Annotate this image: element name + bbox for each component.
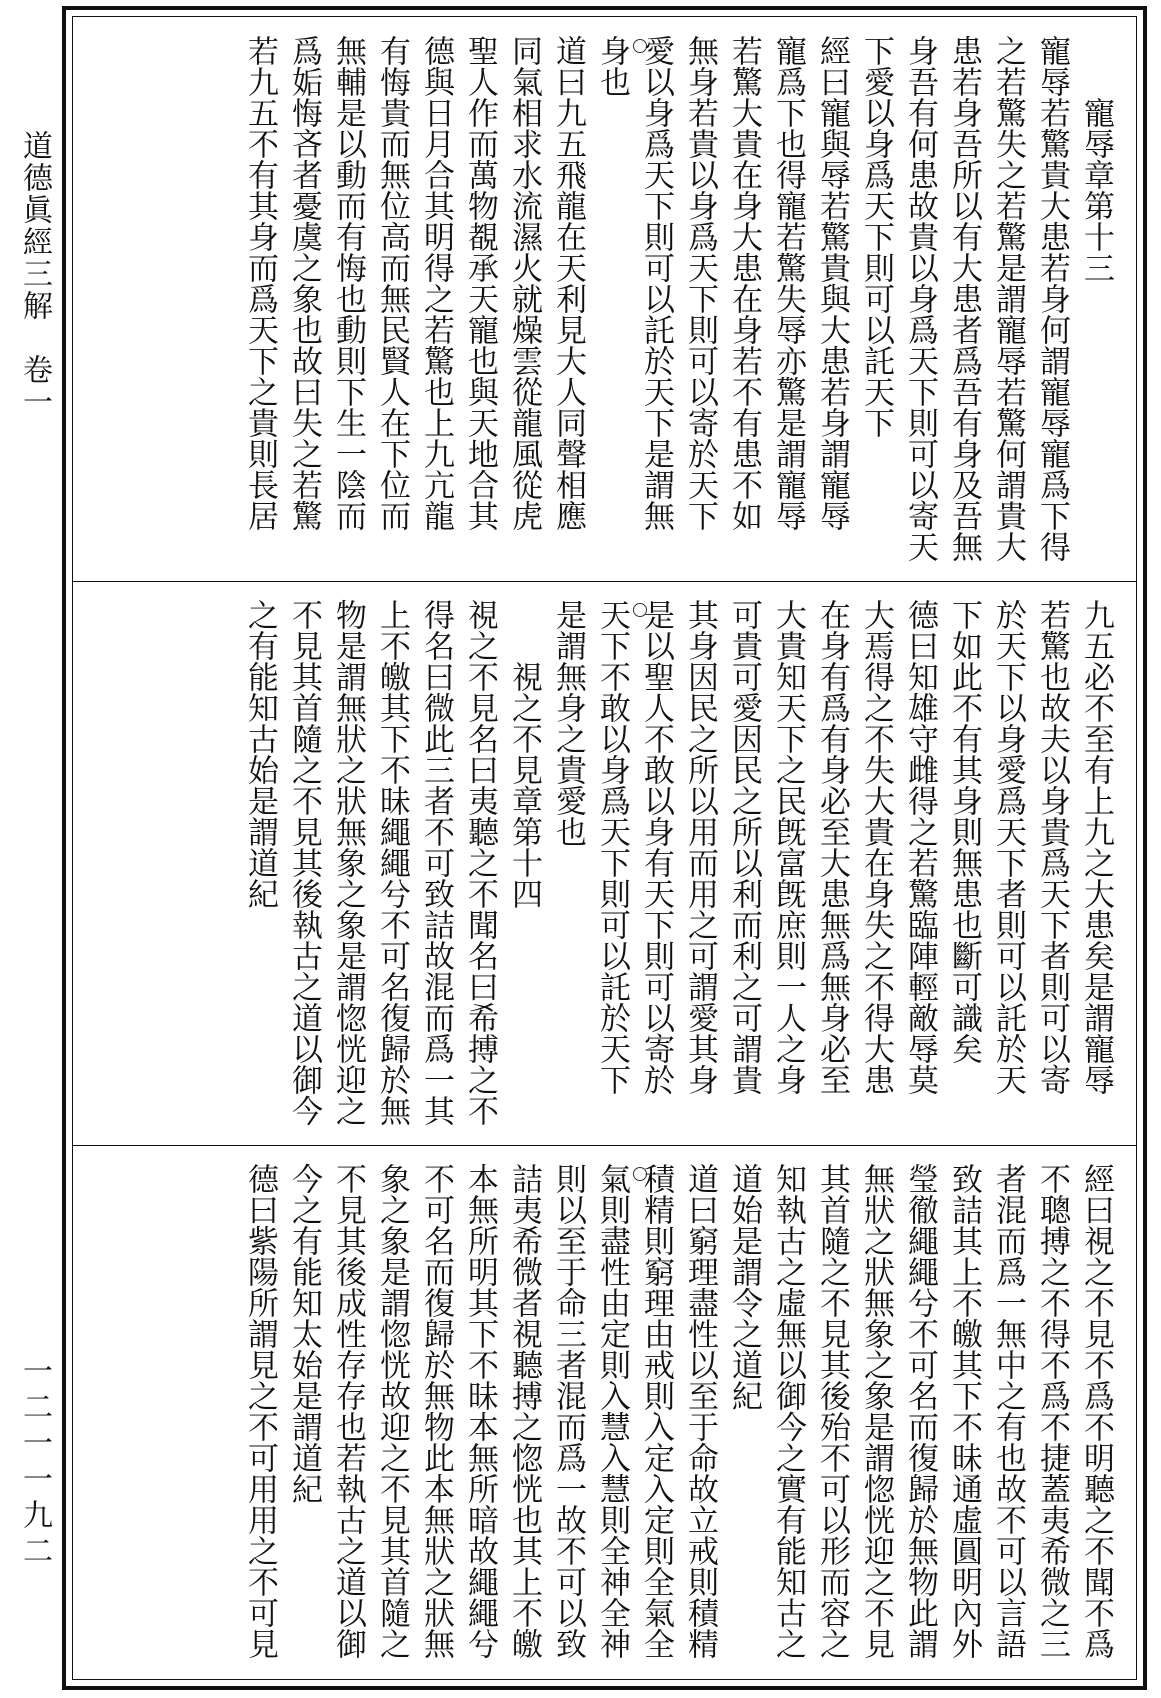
text-column: 寵爲下也得寵若驚失辱亦驚是謂寵辱: [770, 35, 806, 531]
text-column: 是以聖人不敢以身有天下則可以寄於: [638, 599, 674, 1095]
text-column: 同氣相求水流濕火就燥雲從龍風從虎: [506, 35, 542, 531]
text-column: 則以至于命三者混而爲一故不可以致: [550, 1163, 586, 1659]
text-column: 德與日月合其明得之若驚也上九亢龍: [418, 35, 454, 531]
text-column: 可貴可愛因民之所以利而利之可謂貴: [726, 599, 762, 1095]
text-column: 經曰視之不見不爲不明聽之不聞不爲: [1078, 1163, 1114, 1659]
text-columns-middle: [238, 599, 1118, 1135]
text-column: 經曰寵與辱若驚貴與大患若身謂寵辱: [814, 35, 850, 531]
text-column: 患若身吾所以有大患者爲吾有身及吾無: [946, 35, 982, 562]
text-column: 其身因民之所以用而用之可謂愛其身: [682, 599, 718, 1095]
text-column: 詰夷希微者視聽搏之惚恍也其上不皦: [506, 1163, 542, 1659]
text-column: 無狀之狀無象之象是謂惚恍迎之不見: [858, 1163, 894, 1659]
text-column: 瑩徹繩繩兮不可名而復歸於無物此謂: [902, 1163, 938, 1659]
text-column: 大貴知天下之民旣富旣庶則一人之身: [770, 599, 806, 1095]
panel-top: [73, 17, 1136, 582]
text-column: 是謂無身之貴愛也: [550, 599, 586, 847]
text-column: 下愛以身爲天下則可以託天下: [858, 35, 894, 438]
text-column: 於天下以身愛爲天下者則可以託於天: [990, 599, 1026, 1095]
text-columns-top: [238, 35, 1118, 571]
panel-middle: [73, 581, 1136, 1146]
text-column: 身吾有何患故貴以身爲天下則可以寄天: [902, 35, 938, 562]
text-column: 之有能知古始是謂道紀: [242, 599, 278, 909]
text-column: 道始是謂令之道紀: [726, 1163, 762, 1411]
text-column: 致詰其上不皦其下不昧通虛圓明內外: [946, 1163, 982, 1659]
page-number-margin: 一二一一九二: [17, 1355, 52, 1571]
text-column: 無輔是以動而有悔也動則下生一陰而: [330, 35, 366, 531]
text-column: 若驚大貴在身大患在身若不有患不如: [726, 35, 762, 531]
text-column: 不聰搏之不得不爲不捷蓋夷希微之三: [1034, 1163, 1070, 1659]
text-column: 九五必不至有上九之大患矣是謂寵辱: [1078, 599, 1114, 1095]
text-column: 之若驚失之若驚是謂寵辱若驚何謂貴大: [990, 35, 1026, 562]
chapter-heading: 視之不見章第十四: [506, 599, 542, 909]
text-column: 寵辱章第十三: [1078, 35, 1114, 283]
text-column: 上不皦其下不昧繩繩兮不可名復歸於無: [374, 599, 410, 1126]
text-column: 無身若貴以身爲天下則可以寄於天下: [682, 35, 718, 531]
text-column: 下如此不有其身則無患也斷可識矣: [946, 599, 982, 1064]
text-column: 天下不敢以身爲天下則可以託於天下: [594, 599, 630, 1095]
inner-border: [72, 16, 1137, 1680]
text-column: 德曰知雄守雌得之若驚臨陣輕敵辱莫: [902, 599, 938, 1095]
text-column: 不見其首隨之不見其後執古之道以御今: [286, 599, 322, 1126]
text-column: 積精則窮理由戒則入定入定則全氣全: [638, 1163, 674, 1659]
text-column: 視之不見名曰夷聽之不聞名曰希搏之不: [462, 599, 498, 1126]
panel-bottom: [73, 1145, 1136, 1679]
text-column: 不可名而復歸於無物此本無狀之狀無: [418, 1163, 454, 1659]
text-columns-bottom: [238, 1163, 1118, 1669]
text-column: 若九五不有其身而爲天下之貴則長居: [242, 35, 278, 531]
text-column: 在身有爲有身必至大患無爲無身必至: [814, 599, 850, 1095]
text-column: 若驚也故夫以身貴爲天下者則可以寄: [1034, 599, 1070, 1095]
text-column: 道曰窮理盡性以至于命故立戒則積精: [682, 1163, 718, 1659]
text-column: 者混而爲一無中之有也故不可以言語: [990, 1163, 1026, 1659]
text-column: 得名曰微此三者不可致詰故混而爲一其: [418, 599, 454, 1126]
text-column: 不見其後成性存存也若執古之道以御: [330, 1163, 366, 1659]
text-column: 德曰紫陽所謂見之不可用用之不可見: [242, 1163, 278, 1659]
text-column: 本無所明其下不昧本無所暗故繩繩兮: [462, 1163, 498, 1659]
text-column: 象之象是謂惚恍故迎之不見其首隨之: [374, 1163, 410, 1659]
text-column: 今之有能知太始是謂道紀: [286, 1163, 322, 1504]
text-column: 爲姤悔吝者憂虞之象也故曰失之若驚: [286, 35, 322, 531]
text-column: 道曰九五飛龍在天利見大人同聲相應: [550, 35, 586, 531]
book-title-margin: 道德眞經三解 卷一: [17, 130, 52, 418]
text-column: 聖人作而萬物覩承天寵也與天地合其: [462, 35, 498, 531]
text-column: 其首隨之不見其後殆不可以形而容之: [814, 1163, 850, 1659]
text-column: 身也: [594, 35, 630, 97]
text-column: 有悔貴而無位高而無民賢人在下位而: [374, 35, 410, 531]
text-column: 大焉得之不失大貴在身失之不得大患: [858, 599, 894, 1095]
text-column: 愛以身爲天下則可以託於天下是謂無: [638, 35, 674, 531]
text-column: 氣則盡性由定則入慧入慧則全神全神: [594, 1163, 630, 1659]
text-column: 寵辱若驚貴大患若身何謂寵辱寵爲下得: [1034, 35, 1070, 562]
text-column: 知執古之虛無以御今之實有能知古之: [770, 1163, 806, 1659]
text-column: 物是謂無狀之狀無象之象是謂惚恍迎之: [330, 599, 366, 1126]
page-frame: [62, 6, 1147, 1690]
